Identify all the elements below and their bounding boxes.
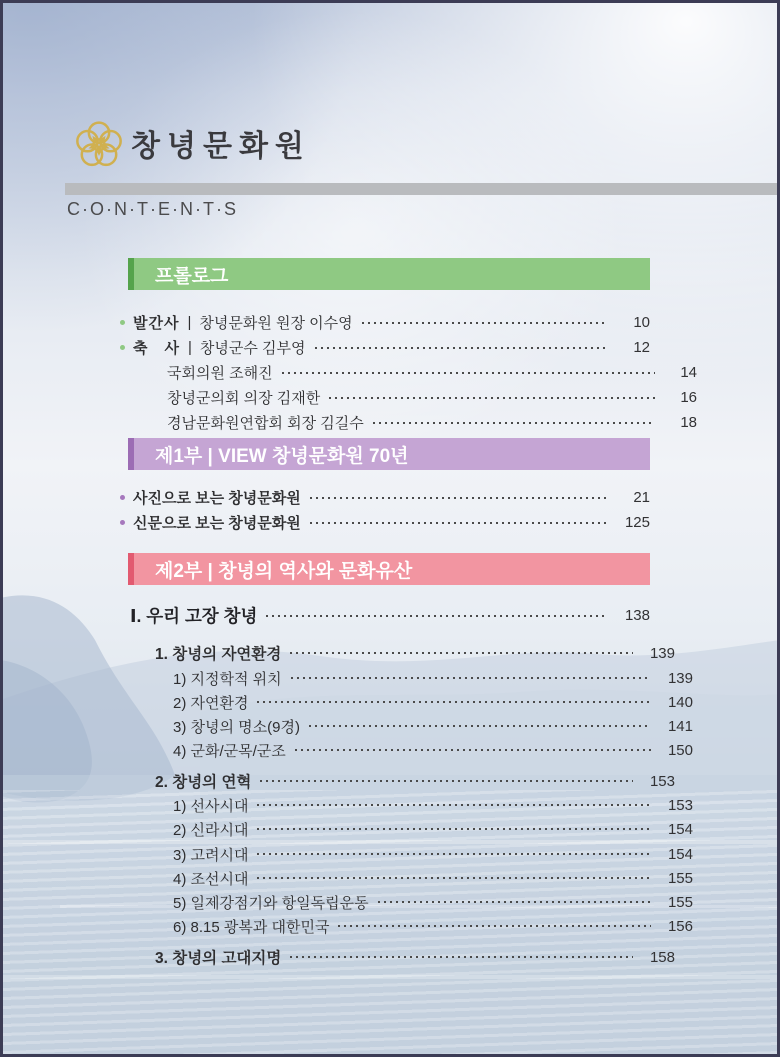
entry-name: 사진으로 보는 창녕문화원 bbox=[133, 490, 301, 507]
entry-label: 3) 창녕의 명소(9경) bbox=[173, 718, 300, 736]
entry-label: 1. 창녕의 자연환경 bbox=[155, 646, 282, 663]
dot-leader bbox=[310, 522, 608, 524]
entry-page: 153 bbox=[667, 796, 693, 814]
dot-leader bbox=[373, 422, 655, 424]
entry-page: 155 bbox=[667, 869, 693, 887]
flower-emblem-icon bbox=[70, 113, 128, 171]
entry-label: 4) 군화/군목/군조 bbox=[173, 742, 286, 760]
header-rule bbox=[65, 183, 777, 195]
entry-page: 155 bbox=[667, 893, 693, 911]
toc-entry bbox=[120, 510, 650, 535]
entry-page: 138 bbox=[624, 607, 650, 624]
entry-page: 18 bbox=[680, 414, 697, 431]
contents-label: C·O·N·T·E·N·T·S bbox=[67, 199, 238, 219]
dot-leader bbox=[257, 828, 651, 830]
entry-label: Ⅰ. 우리 고장 창녕 bbox=[130, 606, 258, 626]
dot-leader bbox=[257, 877, 651, 879]
section-header-prologue bbox=[128, 258, 650, 290]
dot-leader bbox=[315, 347, 609, 349]
entry-page: 125 bbox=[624, 514, 650, 531]
bullet-icon bbox=[120, 345, 125, 350]
toc-entry bbox=[130, 738, 693, 762]
toc-entry bbox=[120, 485, 650, 510]
toc-entry bbox=[130, 842, 693, 866]
entry-prefix: 발간사 bbox=[133, 315, 180, 332]
toc-entry bbox=[130, 866, 693, 890]
entry-page: 158 bbox=[649, 948, 675, 966]
dot-leader bbox=[257, 804, 651, 806]
toc-entry bbox=[130, 914, 693, 938]
entry-page: 16 bbox=[680, 389, 697, 406]
entry-name: 창녕군수 김부영 bbox=[199, 340, 306, 357]
entry-label: 6) 8.15 광복과 대한민국 bbox=[173, 918, 330, 936]
section-title: 제1부 | VIEW 창녕문화원 70년 bbox=[155, 445, 409, 467]
toc-entry bbox=[130, 817, 693, 841]
dot-leader bbox=[257, 701, 651, 703]
dot-leader bbox=[282, 372, 655, 374]
entry-page: 12 bbox=[633, 339, 650, 356]
bullet-icon bbox=[120, 495, 125, 500]
dot-leader bbox=[257, 853, 651, 855]
dot-leader bbox=[338, 925, 651, 927]
toc-entry bbox=[130, 666, 693, 690]
dot-leader bbox=[291, 677, 651, 679]
dot-leader bbox=[295, 749, 651, 751]
dot-leader bbox=[362, 322, 608, 324]
toc-entry bbox=[130, 714, 693, 738]
entry-label: 2. 창녕의 연혁 bbox=[155, 774, 252, 791]
section-title: 프롤로그 bbox=[155, 265, 229, 287]
toc-entry bbox=[130, 602, 650, 629]
entry-label: 1) 지정학적 위치 bbox=[173, 670, 282, 688]
toc-entry bbox=[130, 690, 693, 714]
toc-entry bbox=[130, 793, 693, 817]
entry-page: 139 bbox=[649, 644, 675, 662]
entry-page: 139 bbox=[667, 669, 693, 687]
section-header-part1 bbox=[128, 438, 650, 470]
dot-leader bbox=[378, 901, 651, 903]
entry-page: 154 bbox=[667, 820, 693, 838]
entry-prefix: 축 사 bbox=[133, 340, 180, 357]
toc-entry bbox=[120, 385, 697, 410]
entry-page: 21 bbox=[633, 489, 650, 506]
toc-entry bbox=[120, 410, 697, 435]
page-title: 창녕문화원 bbox=[131, 130, 311, 163]
entry-name: 창녕군의회 의장 김재한 bbox=[167, 390, 321, 407]
entry-label: 1) 선사시대 bbox=[173, 797, 249, 815]
toc-entry bbox=[130, 945, 675, 969]
entry-name: 경남문화원연합회 회장 김길수 bbox=[167, 415, 364, 432]
dot-leader bbox=[329, 397, 655, 399]
entry-separator: | bbox=[187, 339, 192, 356]
dot-leader bbox=[309, 725, 651, 727]
bullet-icon bbox=[120, 520, 125, 525]
section-title: 제2부 | 창녕의 역사와 문화유산 bbox=[155, 560, 413, 582]
entry-name: 신문으로 보는 창녕문화원 bbox=[133, 515, 301, 532]
section-header-part2 bbox=[128, 553, 650, 585]
entry-label: 4) 조선시대 bbox=[173, 870, 249, 888]
entry-label: 5) 일제강점기와 항일독립운동 bbox=[173, 894, 369, 912]
entry-label: 3. 창녕의 고대지명 bbox=[155, 950, 282, 967]
entry-page: 154 bbox=[667, 845, 693, 863]
toc-entry bbox=[130, 890, 693, 914]
entry-name: 창녕문화원 원장 이수영 bbox=[199, 315, 353, 332]
entry-name: 국회의원 조해진 bbox=[167, 365, 273, 382]
entry-page: 156 bbox=[667, 917, 693, 935]
toc-entry bbox=[120, 310, 650, 335]
dot-leader bbox=[310, 497, 608, 499]
bullet-icon bbox=[120, 320, 125, 325]
entry-page: 140 bbox=[667, 693, 693, 711]
entry-label: 2) 신라시대 bbox=[173, 821, 249, 839]
toc-entry bbox=[120, 360, 697, 385]
toc-entry bbox=[130, 641, 675, 665]
entry-separator: | bbox=[187, 314, 192, 331]
entry-page: 14 bbox=[680, 364, 697, 381]
dot-leader bbox=[290, 652, 633, 654]
entry-page: 141 bbox=[667, 717, 693, 735]
toc-entry bbox=[130, 769, 675, 793]
dot-leader bbox=[290, 956, 633, 958]
dot-leader bbox=[260, 780, 633, 782]
entry-label: 2) 자연환경 bbox=[173, 694, 249, 712]
toc-entry bbox=[120, 335, 650, 360]
entry-page: 150 bbox=[667, 741, 693, 759]
dot-leader bbox=[266, 615, 608, 617]
entry-page: 153 bbox=[649, 772, 675, 790]
entry-label: 3) 고려시대 bbox=[173, 846, 249, 864]
entry-page: 10 bbox=[633, 314, 650, 331]
